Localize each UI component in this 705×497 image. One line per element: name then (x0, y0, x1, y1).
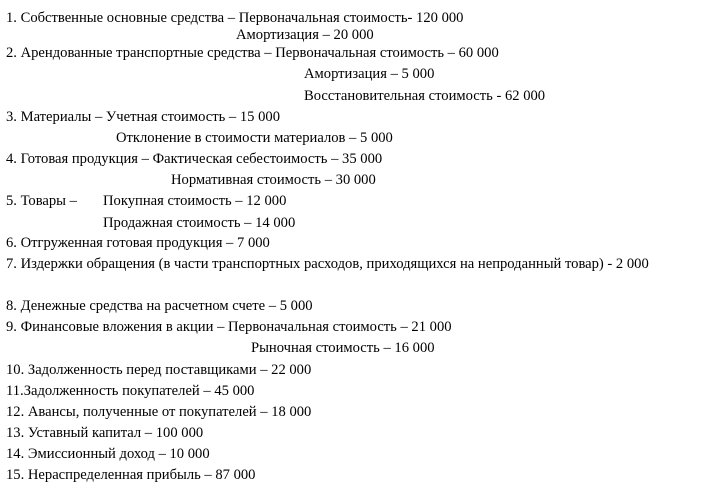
item-3-line: 3. Материалы – Учетная стоимость – 15 000 (6, 109, 280, 125)
item-5-purchase-cost-line: Покупная стоимость – 12 000 (103, 193, 287, 209)
item-9-line: 9. Финансовые вложения в акции – Первоначальная стоимость – 21 000 (6, 319, 452, 335)
item-14-line: 14. Эмиссионный доход – 10 000 (6, 446, 210, 462)
item-13-line: 13. Уставный капитал – 100 000 (6, 425, 204, 441)
item-15-line: 15. Нераспределенная прибыль – 87 000 (6, 467, 256, 483)
item-11-line: 11.Задолженность покупателей – 45 000 (6, 383, 255, 399)
item-4-standard-cost-line: Нормативная стоимость – 30 000 (171, 172, 376, 188)
item-12-line: 12. Авансы, полученные от покупателей – 18 000 (6, 404, 312, 420)
item-4-line: 4. Готовая продукция – Фактическая себестоимость – 35 000 (6, 151, 383, 167)
item-6-line: 6. Отгруженная готовая продукция – 7 000 (6, 235, 270, 251)
item-2-replacement-cost-line: Восстановительная стоимость - 62 000 (304, 88, 546, 104)
item-8-line: 8. Денежные средства на расчетном счете – 5 000 (6, 298, 313, 314)
item-1-line: 1. Собственные основные средства – Первоначальная стоимость- 120 000 (6, 10, 464, 26)
item-7-paragraph: 7. Издержки обращения (в части транспортных расходов, приходящихся на непроданный товар) - 2 000 (6, 256, 649, 272)
item-2-amortization-line: Амортизация – 5 000 (304, 66, 435, 82)
item-9-market-value-line: Рыночная стоимость – 16 000 (251, 340, 435, 356)
item-3-deviation-line: Отклонение в стоимости материалов – 5 000 (116, 130, 393, 146)
item-5-label: 5. Товары – (6, 193, 77, 209)
item-10-line: 10. Задолженность перед поставщиками – 22 000 (6, 362, 312, 378)
item-5-sale-cost-line: Продажная стоимость – 14 000 (103, 215, 296, 231)
item-2-line: 2. Арендованные транспортные средства – Первоначальная стоимость – 60 000 (6, 45, 499, 61)
item-1-amortization-line: Амортизация – 20 000 (236, 27, 374, 43)
